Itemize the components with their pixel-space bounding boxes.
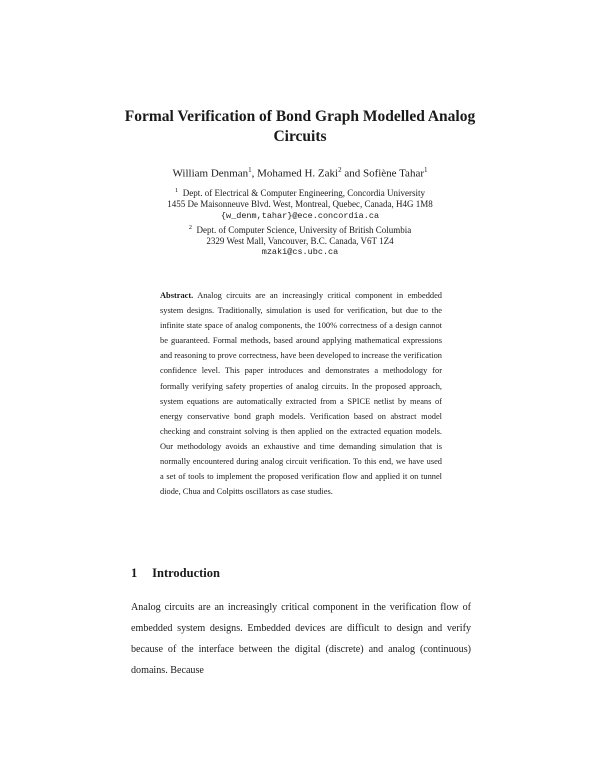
author-list [100,163,500,181]
affiliation-1-line-1: Dept. of Electrical & Computer Engineering, Concordia University [182,188,425,198]
affiliation-2-line-2: 2329 West Mall, Vancouver, B.C. Canada, V6T 1Z4 [206,236,394,247]
affiliation-1-email: {w_denm,tahar}@ece.concordia.ca [220,210,380,221]
affiliations [100,185,500,259]
paper-title [100,107,500,147]
author-separator-1: , [251,167,258,180]
affiliation-2-line-1: Dept. of Computer Science, University of British Columbia [196,224,412,235]
section-heading-introduction [131,566,220,581]
introduction-paragraph: Analog circuits are an increasingly critical component in the verification flow of embedded system designs. Embedded devices are difficult to design and verify because of the interface between the digital (discrete) and analog (continuous) domains. Because [131,602,471,676]
author-3: Sofiène Tahar [362,167,424,180]
abstract-heading: Abstract. [160,291,194,300]
affiliation-1-line-2: 1455 De Maisonneuve Blvd. West, Montreal, Quebec, Canada, H4G 1M8 [167,199,433,210]
affiliation-2-email: mzaki@cs.ubc.ca [261,247,339,258]
abstract [160,288,442,499]
title-line-2: Circuits [273,128,327,145]
section-number: 1 [131,566,138,580]
affiliation-1-mark: 1 [175,187,179,194]
abstract-text: Analog circuits are an increasingly critical component in embedded system designs. Traditionally, simulation is used for verification, but due to the infinite state space of analog components, the 100% correctness of a design cannot be guaranteed. Formal methods, based around applying mathematical expressions and reasoning to prove correctness, have been developed to increase the verification confidence level. This paper introduces and demonstrates a methodology for formally verifying safety properties of analog circuits. In the proposed approach, system equations are automatically extracted from a SPICE netlist by means of energy conservative bond graph models. Verification based on abstract model checking and constraint solving is then applied on the extracted equation models. Our methodology avoids an exhaustive and time demanding simulation that is normally encountered during analog circuit verification. To this end, we have used a set of tools to implement the proposed verification flow and applied it on tunnel diode, Chua and Colpitts oscillators as case studies. [160,291,442,497]
author-3-affiliation-mark: 1 [424,166,428,174]
author-1: William Denman [172,167,249,180]
author-1-affiliation-mark: 1 [248,166,252,174]
author-2-affiliation-mark: 2 [338,166,342,174]
title-line-1: Formal Verification of Bond Graph Modelled Analog [124,108,476,125]
affiliation-1 [100,185,500,199]
section-title: Introduction [152,566,220,580]
author-separator-2: and [341,167,363,180]
affiliation-2-mark: 2 [188,223,193,231]
affiliation-2 [100,222,500,236]
author-2: Mohamed H. Zaki [257,167,339,180]
